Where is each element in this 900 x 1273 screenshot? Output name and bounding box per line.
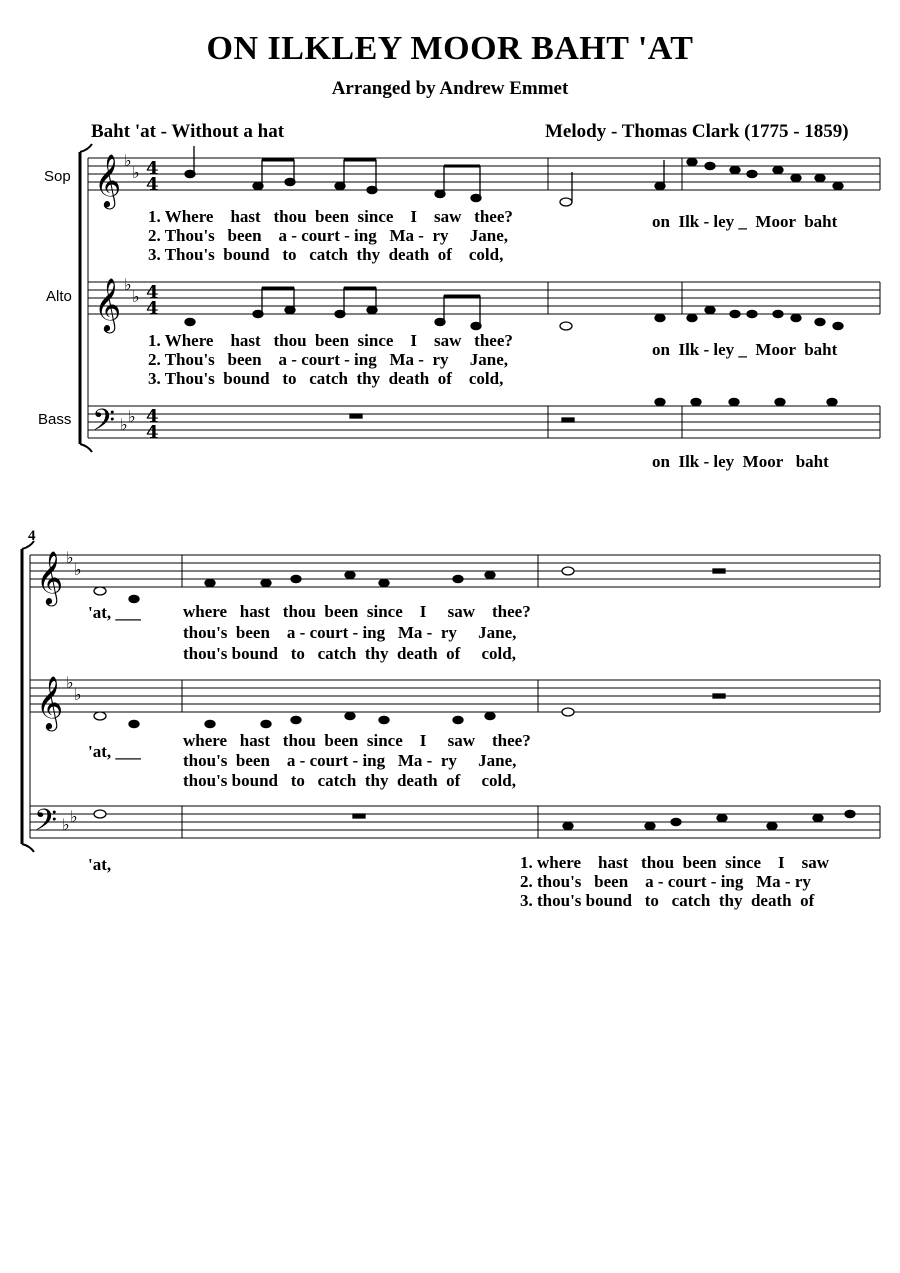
svg-text:4: 4 — [146, 422, 159, 443]
lyric-alto-s2-verse3: thou's bound to catch thy death of cold, — [183, 771, 516, 790]
lyric-alto-at: 'at, ___ — [88, 742, 141, 761]
time-signature-top: 4 — [146, 158, 159, 179]
svg-text:4: 4 — [146, 298, 159, 319]
page-title: ON ILKLEY MOOR BAHT 'AT — [206, 30, 694, 67]
lyric-alto-refrain: on Ilk - ley _ Moor baht — [652, 340, 838, 359]
lyric-bass-s2-verse2: 2. thou's been a - court - ing Ma - ry — [520, 872, 811, 891]
svg-text:♭: ♭ — [66, 548, 74, 567]
svg-text:𝄞: 𝄞 — [36, 550, 64, 604]
svg-text:4: 4 — [146, 406, 159, 427]
part-label-bass: Bass — [38, 411, 72, 428]
svg-text:♭: ♭ — [70, 807, 78, 826]
bass-clef: 𝄢 — [92, 404, 116, 445]
lyric-sop-s2-verse3: thou's bound to catch thy death of cold, — [183, 644, 516, 663]
arranger-credit: Arranged by Andrew Emmet — [331, 78, 569, 99]
treble-clef-alto: 𝄞 — [94, 277, 122, 331]
lyric-alto-verse2: 2. Thou's been a - court - ing Ma - ry Jane, — [148, 350, 508, 369]
melody-credit: Melody - Thomas Clark (1775 - 1859) — [545, 121, 849, 142]
lyric-alto-verse1: 1. Where hast thou been since I saw thee? — [148, 331, 513, 350]
lyric-sop-verse2: 2. Thou's been a - court - ing Ma - ry Jane, — [148, 226, 508, 245]
staff-alto-1 — [88, 282, 880, 314]
staff-alto-2 — [30, 680, 880, 712]
lyric-bass-s2-verse1: 1. where hast thou been since I saw — [520, 853, 830, 872]
lyric-bass-refrain: on Ilk - ley Moor baht — [652, 452, 829, 471]
staff-bass-1 — [88, 406, 880, 438]
svg-text:♭: ♭ — [120, 415, 128, 434]
staff-sop-1 — [88, 158, 880, 190]
lyric-bass-at: 'at, — [88, 855, 112, 874]
part-label-alto: Alto — [46, 288, 72, 305]
key-flat-e: ♭ — [132, 163, 140, 182]
time-signature-bottom: 4 — [146, 174, 159, 195]
svg-text:♭: ♭ — [66, 673, 74, 692]
svg-text:♭: ♭ — [74, 685, 82, 704]
lyric-sop-at: 'at, ___ — [88, 603, 141, 622]
lyric-sop-refrain: on Ilk - ley _ Moor baht — [652, 212, 838, 231]
svg-text:4: 4 — [146, 282, 159, 303]
lyric-bass-s2-verse3: 3. thou's bound to catch thy death of — [520, 891, 815, 910]
svg-text:♭: ♭ — [62, 815, 70, 834]
lyric-sop-s2-verse1: where hast thou been since I saw thee? — [183, 602, 531, 621]
svg-text:♭: ♭ — [128, 407, 136, 426]
translation-note: Baht 'at - Without a hat — [91, 121, 285, 142]
part-label-soprano: Sop — [44, 168, 71, 185]
svg-text:𝄞: 𝄞 — [36, 675, 64, 729]
staff-bass-2 — [30, 806, 880, 838]
lyric-sop-verse3: 3. Thou's bound to catch thy death of cold, — [148, 245, 504, 264]
treble-clef-sop: 𝄞 — [94, 153, 122, 207]
svg-text:𝄢: 𝄢 — [34, 804, 58, 845]
lyric-alto-s2-verse1: where hast thou been since I saw thee? — [183, 731, 531, 750]
svg-text:♭: ♭ — [124, 275, 132, 294]
measure-number: 4 — [28, 528, 36, 544]
lyric-alto-s2-verse2: thou's been a - court - ing Ma - ry Jane, — [183, 751, 517, 770]
lyric-sop-verse1: 1. Where hast thou been since I saw thee? — [148, 207, 513, 226]
svg-text:♭: ♭ — [132, 287, 140, 306]
svg-text:♭: ♭ — [74, 560, 82, 579]
lyric-alto-verse3: 3. Thou's bound to catch thy death of cold, — [148, 369, 504, 388]
whole-rest — [350, 414, 362, 418]
lyric-sop-s2-verse2: thou's been a - court - ing Ma - ry Jane, — [183, 623, 517, 642]
key-flat-b: ♭ — [124, 151, 132, 170]
